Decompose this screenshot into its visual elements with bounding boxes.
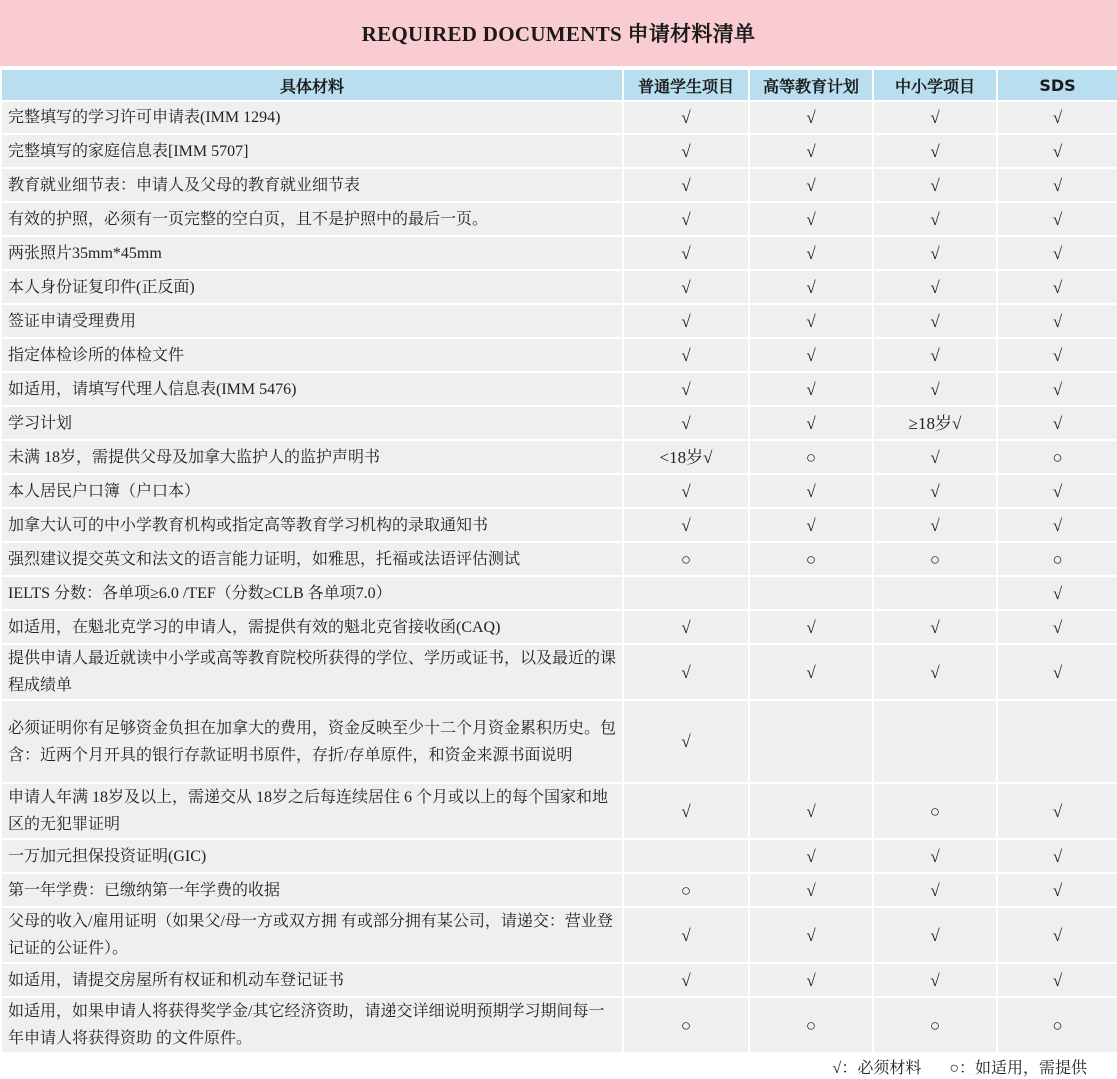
column-header-k12: 中小学项目 (873, 69, 997, 101)
requirement-mark-cell: √ (749, 963, 873, 997)
legend (0, 1053, 1117, 1079)
requirement-mark-cell: √ (873, 644, 997, 700)
table-row (1, 610, 1117, 644)
requirement-mark-cell: √ (997, 372, 1117, 406)
document-item-cell: 完整填写的学习许可申请表(IMM 1294) (1, 101, 623, 134)
table-row (1, 997, 1117, 1053)
requirement-mark-cell: √ (623, 700, 749, 783)
document-item-cell: 父母的收入/雇用证明（如果父/母一方或双方拥 有或部分拥有某公司，请递交：营业登记证的公证件）。 (1, 907, 623, 963)
requirement-mark-cell: √ (873, 304, 997, 338)
requirement-mark-cell: √ (749, 304, 873, 338)
document-item-cell: 指定体检诊所的体检文件 (1, 338, 623, 372)
requirement-mark-cell: √ (997, 474, 1117, 508)
requirement-mark-cell: ≥18岁√ (873, 406, 997, 440)
document-item-cell: 本人身份证复印件(正反面) (1, 270, 623, 304)
requirement-mark-cell: √ (997, 338, 1117, 372)
requirement-mark-cell: √ (997, 134, 1117, 168)
requirement-mark-cell: √ (873, 236, 997, 270)
requirement-mark-cell: ○ (997, 542, 1117, 576)
requirement-mark-cell: √ (623, 202, 749, 236)
requirement-mark-cell: ○ (997, 440, 1117, 474)
requirement-mark-cell: √ (997, 610, 1117, 644)
requirement-mark-cell: √ (997, 963, 1117, 997)
document-item-cell: 提供申请人最近就读中小学或高等教育院校所获得的学位、学历或证书，以及最近的课程成绩单 (1, 644, 623, 700)
requirement-mark-cell: √ (623, 304, 749, 338)
table-row (1, 907, 1117, 963)
requirement-mark-cell: √ (749, 202, 873, 236)
requirement-mark-cell: √ (749, 406, 873, 440)
requirement-mark-cell: √ (623, 644, 749, 700)
document-item-cell: 学习计划 (1, 406, 623, 440)
requirement-mark-cell: √ (873, 372, 997, 406)
requirement-mark-cell: √ (997, 783, 1117, 839)
table-row (1, 644, 1117, 700)
document-item-cell: 签证申请受理费用 (1, 304, 623, 338)
document-item-cell: 如适用，请提交房屋所有权证和机动车登记证书 (1, 963, 623, 997)
requirement-mark-cell: √ (873, 907, 997, 963)
requirement-mark-cell: √ (997, 304, 1117, 338)
requirement-mark-cell: ○ (623, 873, 749, 907)
requirement-mark-cell: ○ (623, 542, 749, 576)
document-item-cell: 一万加元担保投资证明(GIC) (1, 839, 623, 873)
requirement-mark-cell: √ (623, 783, 749, 839)
requirement-mark-cell: √ (749, 270, 873, 304)
requirement-mark-cell: √ (749, 508, 873, 542)
document-item-cell: 两张照片35mm*45mm (1, 236, 623, 270)
requirement-mark-cell: √ (623, 270, 749, 304)
legend-required: √：必须材料 (832, 1059, 922, 1077)
requirement-mark-cell: √ (623, 338, 749, 372)
requirement-mark-cell: √ (997, 236, 1117, 270)
requirement-mark-cell: √ (749, 168, 873, 202)
requirement-mark-cell: ○ (873, 783, 997, 839)
requirement-mark-cell (749, 700, 873, 783)
table-row (1, 236, 1117, 270)
document-item-cell: 如适用，请填写代理人信息表(IMM 5476) (1, 372, 623, 406)
requirement-mark-cell: √ (749, 338, 873, 372)
requirement-mark-cell: √ (997, 202, 1117, 236)
table-row (1, 963, 1117, 997)
requirement-mark-cell (749, 576, 873, 610)
requirement-mark-cell: √ (873, 474, 997, 508)
document-item-cell: 本人居民户口簿（户口本） (1, 474, 623, 508)
document-item-cell: 完整填写的家庭信息表[IMM 5707] (1, 134, 623, 168)
document-item-cell: 教育就业细节表：申请人及父母的教育就业细节表 (1, 168, 623, 202)
requirement-mark-cell: ○ (749, 542, 873, 576)
table-row (1, 372, 1117, 406)
requirement-mark-cell: √ (873, 610, 997, 644)
requirement-mark-cell: √ (749, 372, 873, 406)
document-item-cell: 第一年学费：已缴纳第一年学费的收据 (1, 873, 623, 907)
document-item-cell: 强烈建议提交英文和法文的语言能力证明，如雅思，托福或法语评估测试 (1, 542, 623, 576)
documents-table (0, 68, 1117, 1054)
requirement-mark-cell: √ (749, 474, 873, 508)
table-header-row (1, 69, 1117, 101)
requirement-mark-cell: √ (997, 839, 1117, 873)
requirement-mark-cell: √ (873, 134, 997, 168)
requirement-mark-cell (623, 839, 749, 873)
table-row (1, 202, 1117, 236)
requirement-mark-cell: √ (997, 873, 1117, 907)
table-row (1, 406, 1117, 440)
requirement-mark-cell: ○ (749, 997, 873, 1053)
table-row (1, 508, 1117, 542)
requirement-mark-cell: √ (623, 372, 749, 406)
table-row (1, 168, 1117, 202)
requirement-mark-cell: √ (997, 576, 1117, 610)
requirement-mark-cell: √ (749, 236, 873, 270)
requirement-mark-cell: √ (623, 101, 749, 134)
requirement-mark-cell (873, 576, 997, 610)
requirement-mark-cell: √ (749, 644, 873, 700)
table-row (1, 700, 1117, 783)
table-row (1, 542, 1117, 576)
table-row (1, 270, 1117, 304)
document-item-cell: 申请人年满 18岁及以上，需递交从 18岁之后每连续居住 6 个月或以上的每个国家和地区的无犯罪证明 (1, 783, 623, 839)
requirement-mark-cell: √ (623, 610, 749, 644)
requirement-mark-cell: √ (873, 101, 997, 134)
requirement-mark-cell: √ (997, 907, 1117, 963)
document-item-cell: 未满 18岁，需提供父母及加拿大监护人的监护声明书 (1, 440, 623, 474)
table-row (1, 338, 1117, 372)
requirement-mark-cell: <18岁√ (623, 440, 749, 474)
document-item-cell: 有效的护照，必须有一页完整的空白页，且不是护照中的最后一页。 (1, 202, 623, 236)
requirement-mark-cell (873, 700, 997, 783)
requirement-mark-cell: √ (749, 783, 873, 839)
requirement-mark-cell: √ (623, 508, 749, 542)
requirement-mark-cell: √ (873, 202, 997, 236)
table-row (1, 101, 1117, 134)
requirement-mark-cell: √ (873, 270, 997, 304)
requirement-mark-cell: √ (623, 406, 749, 440)
requirement-mark-cell (997, 700, 1117, 783)
requirement-mark-cell: √ (623, 134, 749, 168)
requirement-mark-cell: √ (873, 168, 997, 202)
requirement-mark-cell: √ (997, 644, 1117, 700)
document-item-cell: 加拿大认可的中小学教育机构或指定高等教育学习机构的录取通知书 (1, 508, 623, 542)
requirement-mark-cell: √ (623, 907, 749, 963)
requirement-mark-cell: ○ (749, 440, 873, 474)
document-item-cell: IELTS 分数：各单项≥6.0 /TEF（分数≥CLB 各单项7.0） (1, 576, 623, 610)
requirement-mark-cell: ○ (997, 997, 1117, 1053)
requirement-mark-cell (623, 576, 749, 610)
column-header-item: 具体材料 (1, 69, 623, 101)
requirement-mark-cell: √ (997, 406, 1117, 440)
requirement-mark-cell: √ (873, 839, 997, 873)
requirement-mark-cell: √ (623, 963, 749, 997)
table-row (1, 474, 1117, 508)
document-item-cell: 如适用，如果申请人将获得奖学金/其它经济资助，请递交详细说明预期学习期间每一年申请人将获得资助 的文件原件。 (1, 997, 623, 1053)
requirement-mark-cell: √ (997, 101, 1117, 134)
table-row (1, 873, 1117, 907)
requirement-mark-cell: √ (873, 338, 997, 372)
table-row (1, 304, 1117, 338)
requirement-mark-cell: √ (749, 101, 873, 134)
page-title: REQUIRED DOCUMENTS 申请材料清单 (0, 0, 1117, 68)
requirement-mark-cell: √ (749, 610, 873, 644)
requirement-mark-cell: √ (749, 839, 873, 873)
column-header-general: 普通学生项目 (623, 69, 749, 101)
requirement-mark-cell: ○ (873, 997, 997, 1053)
document-item-cell: 如适用，在魁北克学习的申请人，需提供有效的魁北克省接收函(CAQ) (1, 610, 623, 644)
table-row (1, 576, 1117, 610)
requirement-mark-cell: ○ (623, 997, 749, 1053)
table-row (1, 839, 1117, 873)
requirement-mark-cell: √ (997, 168, 1117, 202)
requirement-mark-cell: √ (749, 134, 873, 168)
table-row (1, 134, 1117, 168)
requirement-mark-cell: √ (873, 508, 997, 542)
column-header-sds: SDS (997, 69, 1117, 101)
table-row (1, 440, 1117, 474)
requirement-mark-cell: √ (997, 508, 1117, 542)
requirement-mark-cell: √ (873, 873, 997, 907)
legend-if-applicable: ○：如适用，需提供 (949, 1059, 1087, 1077)
requirement-mark-cell: √ (749, 907, 873, 963)
document-item-cell: 必须证明你有足够资金负担在加拿大的费用，资金反映至少十二个月资金累积历史。包含：近两个月开具的银行存款证明书原件，存折/存单原件，和资金来源书面说明 (1, 700, 623, 783)
requirement-mark-cell: √ (623, 168, 749, 202)
requirement-mark-cell: √ (623, 236, 749, 270)
requirement-mark-cell: √ (873, 440, 997, 474)
requirement-mark-cell: √ (873, 963, 997, 997)
requirement-mark-cell: √ (623, 474, 749, 508)
column-header-higher-ed: 高等教育计划 (749, 69, 873, 101)
table-row (1, 783, 1117, 839)
requirement-mark-cell: √ (749, 873, 873, 907)
requirement-mark-cell: √ (997, 270, 1117, 304)
requirement-mark-cell: ○ (873, 542, 997, 576)
